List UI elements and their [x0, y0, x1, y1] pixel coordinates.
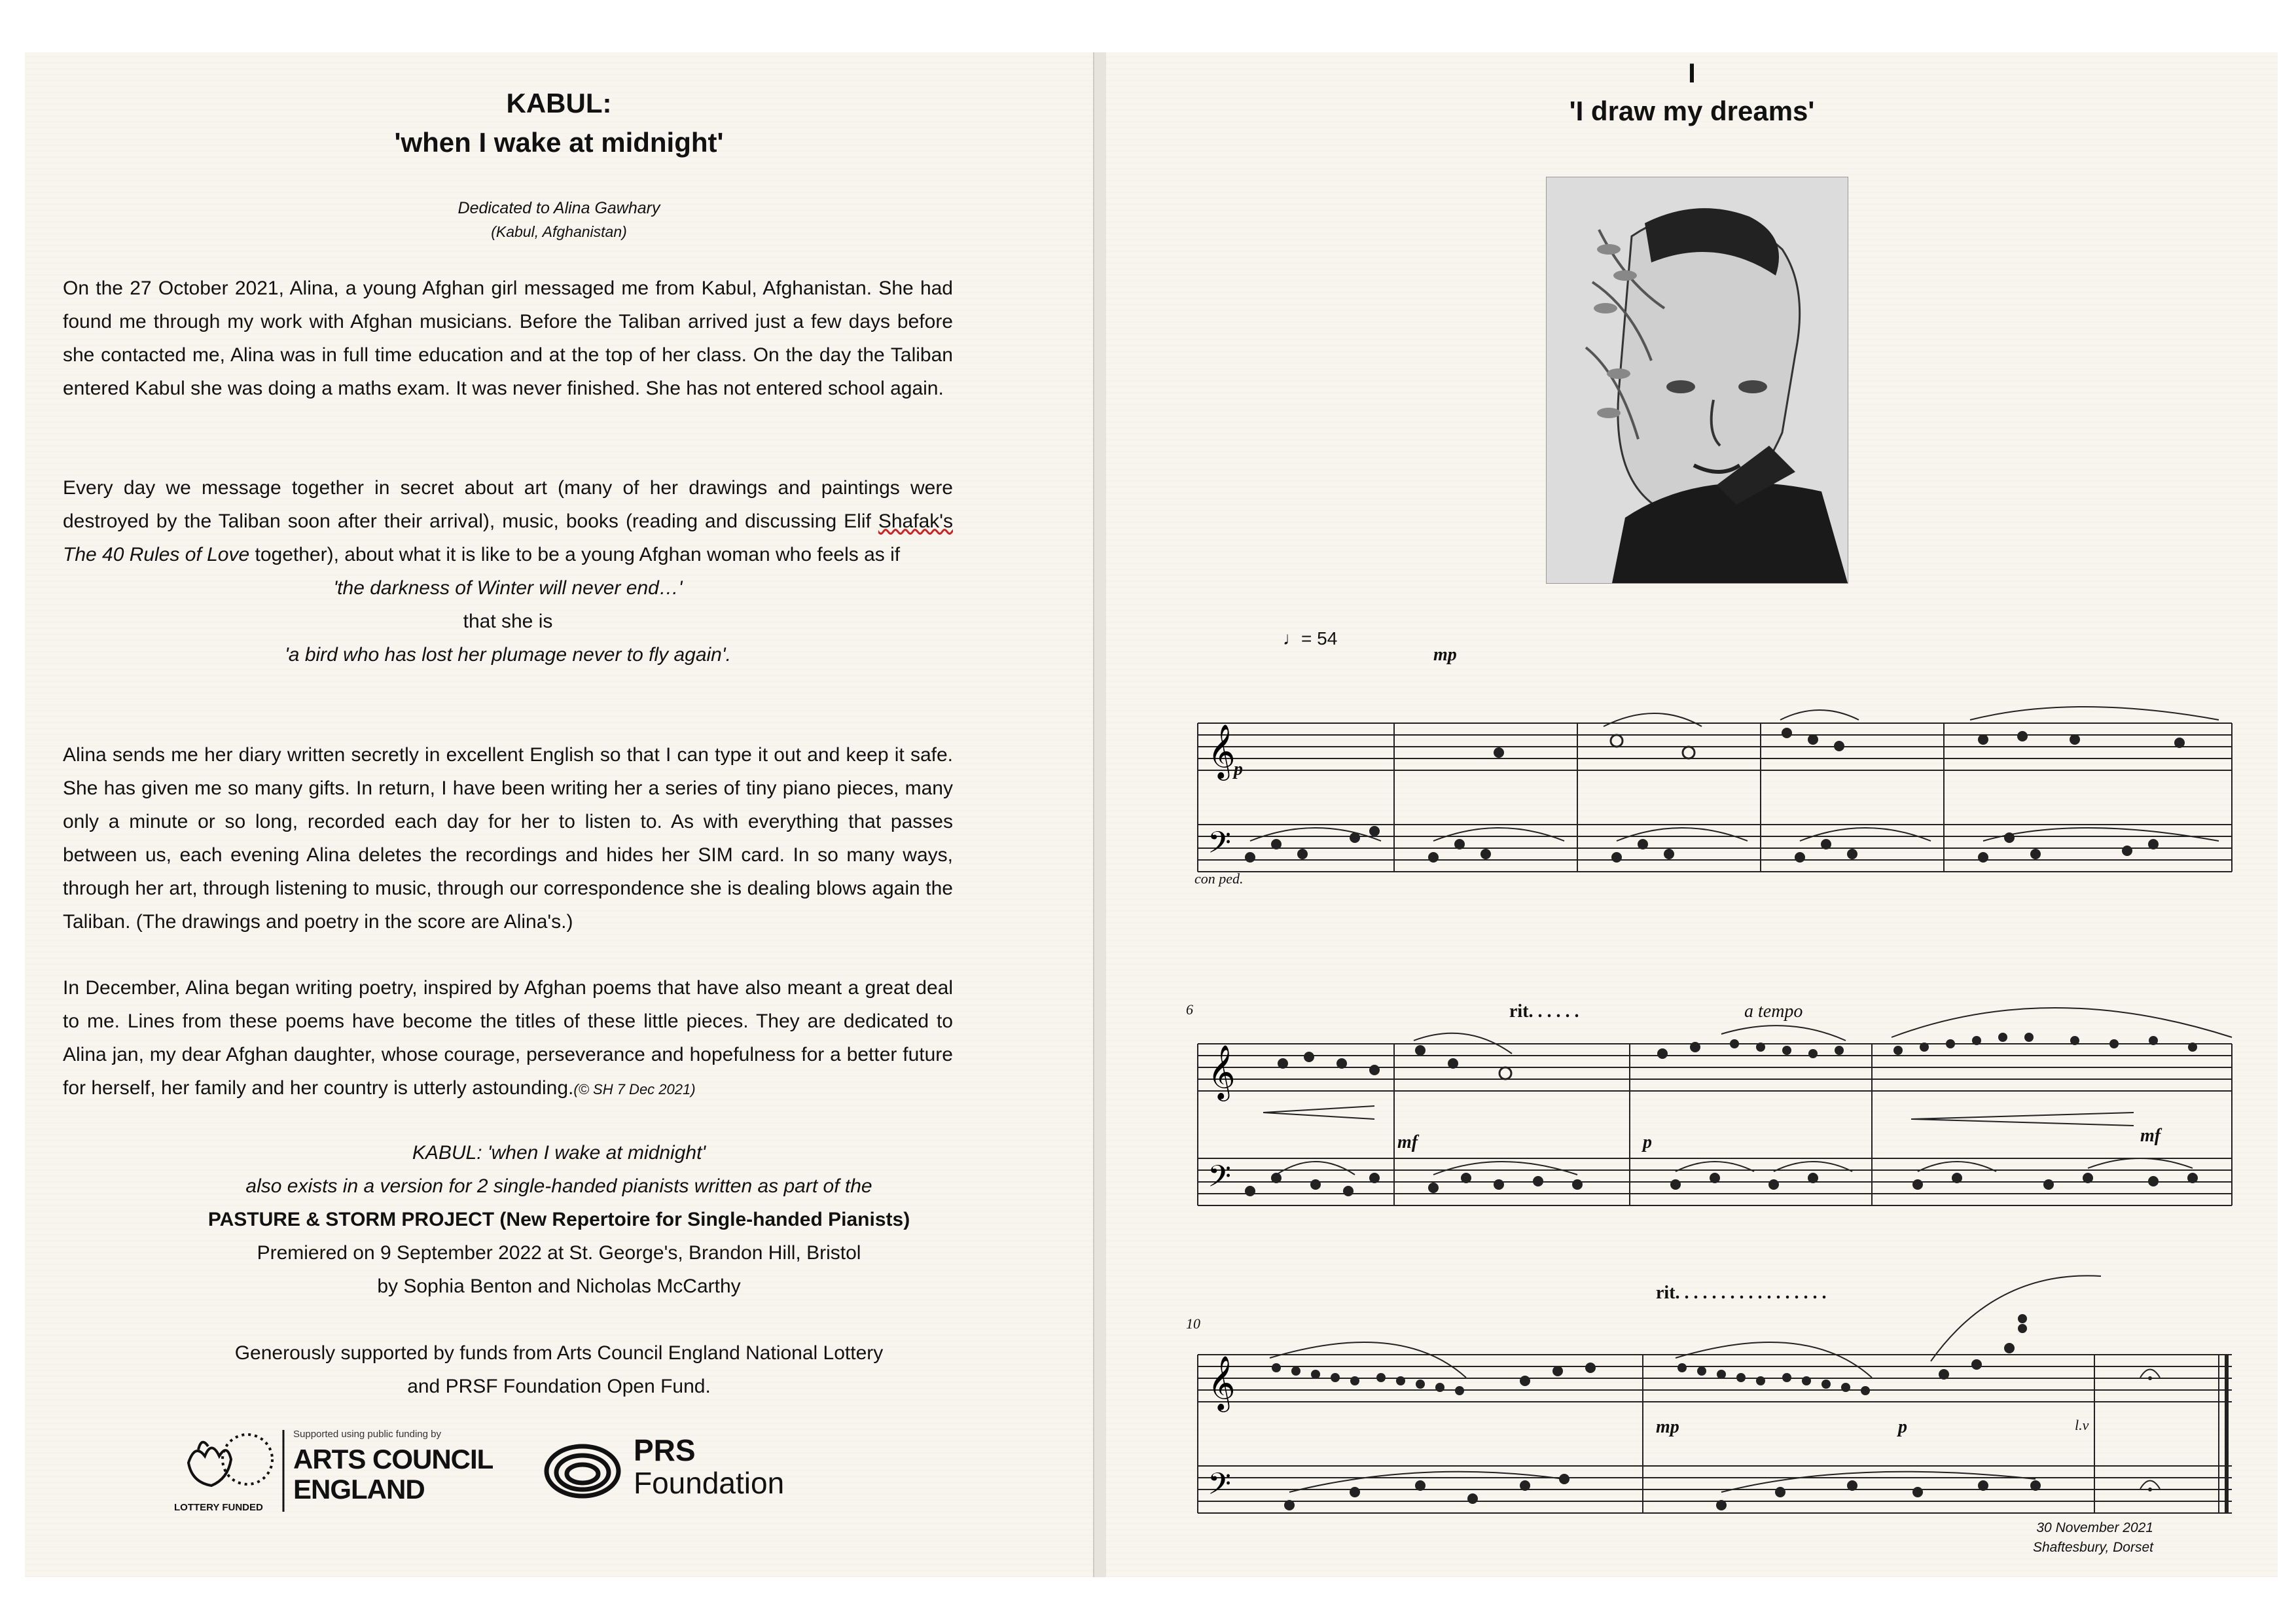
dynamic-p-3: p	[1898, 1417, 1907, 1437]
composition-date: 30 November 2021	[2036, 1520, 2153, 1535]
paragraph-1-text: On the 27 October 2021, Alina, a young Afghan girl messaged me from Kabul, Afghanistan. She had found me through my work with Afghan musicians. Before the Taliban arrived just a few days before she contacted me, Alina was in full time education and at the top of her class. On the day the Taliban entered Kabul she was doing a maths exam. It was never finished. She has not entered school again.	[63, 277, 953, 399]
staff-system-2	[1158, 916, 2258, 1230]
paragraph-2	[63, 471, 953, 671]
prs-foundation-logo	[542, 1433, 869, 1512]
paragraph-4	[63, 971, 953, 1106]
support-line-1: Generously supported by funds from Arts Council England National Lottery	[234, 1342, 884, 1364]
page-title-line1: KABUL:	[506, 88, 612, 118]
prs-swirl-icon	[542, 1433, 634, 1505]
ace-wordmark-line1: ARTS COUNCIL	[293, 1444, 493, 1474]
quote-1: 'the darkness of Winter will never end…'	[333, 577, 683, 599]
author-name: Shafak's	[878, 510, 953, 532]
dynamic-p-2: p	[1643, 1132, 1652, 1152]
credit-line-5: by Sophia Benton and Nicholas McCarthy	[377, 1275, 741, 1297]
copyright-note: (© SH 7 Dec 2021)	[573, 1081, 696, 1097]
ace-wordmark-line2: ENGLAND	[293, 1474, 425, 1505]
prs-wordmark-line2: Foundation	[634, 1466, 785, 1500]
credit-line-2: also exists in a version for 2 single-handed pianists written as part of the	[245, 1175, 872, 1197]
page-title-line2: 'when I wake at midnight'	[394, 127, 724, 158]
performance-credits	[25, 1136, 1093, 1303]
paragraph-3-text: Alina sends me her diary written secretly in excellent English so that I can type it out and keep it safe. She has given me so many gifts. In return, I have been writing her a series of tiny piano pieces, many only a minute or so long, recorded each day for her to listen to. As with everything that passes between us, each evening Alina deletes the recordings and hides her SIM card. In so many ways, through her art, through listening to music, through our correspondence she is dealing blows again the Taliban. (The drawings and poetry in the score are Alina's.)	[63, 744, 953, 933]
paragraph-2-start: Every day we message together in secret about art (many of her drawings and paintings were destroyed by the Taliban soon after their arrival), music, books (reading and discussing Elif	[63, 477, 953, 532]
svg-text:𝄢: 𝄢	[1208, 1467, 1232, 1509]
score-system-2	[1158, 916, 2258, 1230]
dynamic-mf-2: mf	[2140, 1126, 2161, 1146]
score-system-1	[1158, 628, 2258, 916]
bass-clef-icon: 𝄢	[1208, 825, 1232, 868]
dynamic-mf: mf	[1397, 1132, 1418, 1152]
a-tempo-marking: a tempo	[1744, 1001, 1803, 1022]
measure-number-10: 10	[1186, 1315, 1200, 1332]
prs-wordmark-line1: PRS	[634, 1433, 696, 1467]
quote-connector: that she is	[463, 611, 553, 632]
movement-numeral: I	[1688, 58, 1696, 88]
credit-line-4: Premiered on 9 September 2022 at St. George's, Brandon Hill, Bristol	[257, 1242, 861, 1264]
svg-text:𝄞: 𝄞	[1208, 1044, 1236, 1099]
right-page	[1106, 52, 2278, 1577]
lottery-funded-text: LOTTERY FUNDED	[174, 1502, 263, 1513]
paragraph-3	[63, 738, 953, 938]
page-gutter	[1093, 52, 1107, 1577]
left-page	[25, 52, 1093, 1577]
portrait-drawing-icon	[1547, 177, 1848, 583]
dynamic-p: p	[1234, 759, 1243, 779]
support-line-2: and PRSF Foundation Open Fund.	[407, 1376, 711, 1397]
funding-note	[25, 1336, 1093, 1403]
dynamic-mp: mp	[1433, 645, 1457, 665]
arts-council-logo	[169, 1423, 509, 1522]
paragraph-2-end: together), about what it is like to be a young Afghan woman who feels as if	[249, 544, 901, 565]
dedication-line1: Dedicated to Alina Gawhary	[457, 199, 660, 217]
svg-text:𝄞: 𝄞	[1208, 1355, 1236, 1410]
dedication-line2: (Kabul, Afghanistan)	[491, 223, 627, 240]
book-title: The 40 Rules of Love	[63, 544, 250, 565]
treble-staff	[1198, 723, 2232, 770]
movement-title: 'I draw my dreams'	[1569, 96, 1815, 126]
dynamic-mp-2: mp	[1656, 1417, 1679, 1437]
composition-date-place	[2033, 1518, 2153, 1558]
pedal-instruction: con ped.	[1194, 870, 1244, 887]
paragraph-1	[63, 272, 953, 405]
ace-supported-text: Supported using public funding by	[293, 1429, 441, 1440]
measure-number-6: 6	[1186, 1001, 1193, 1018]
svg-text:𝄢: 𝄢	[1208, 1159, 1232, 1202]
paragraph-4-text: In December, Alina began writing poetry, inspired by Afghan poems that have also meant a great deal to me. Lines from these poems have become the titles of these little pieces. They are dedicated to Alina jan, my dear Afghan daughter, whose courage, perseverance and hopefulness for a better future for herself, her family and her country is utterly astounding.	[63, 977, 953, 1099]
tempo-marking: ♩= 54	[1283, 628, 1338, 649]
rit-marking-2: rit. . . . . . . . . . . . . . . . .	[1656, 1283, 1827, 1303]
rit-marking-1: rit. . . . . .	[1509, 1001, 1579, 1022]
let-vibrate-marking: l.v	[2075, 1417, 2089, 1433]
credit-line-1: KABUL: 'when I wake at midnight'	[412, 1142, 706, 1164]
quote-2: 'a bird who has lost her plumage never to fly again'.	[285, 644, 731, 666]
pencil-drawing-image	[1546, 177, 1848, 584]
credit-line-3: PASTURE & STORM PROJECT (New Repertoire for Single-handed Pianists)	[207, 1209, 910, 1230]
staff-system-1	[1158, 628, 2258, 916]
score-system-3	[1158, 1230, 2258, 1571]
treble-clef-icon: 𝄞	[1208, 723, 1236, 778]
composition-place: Shaftesbury, Dorset	[2032, 1540, 2153, 1555]
